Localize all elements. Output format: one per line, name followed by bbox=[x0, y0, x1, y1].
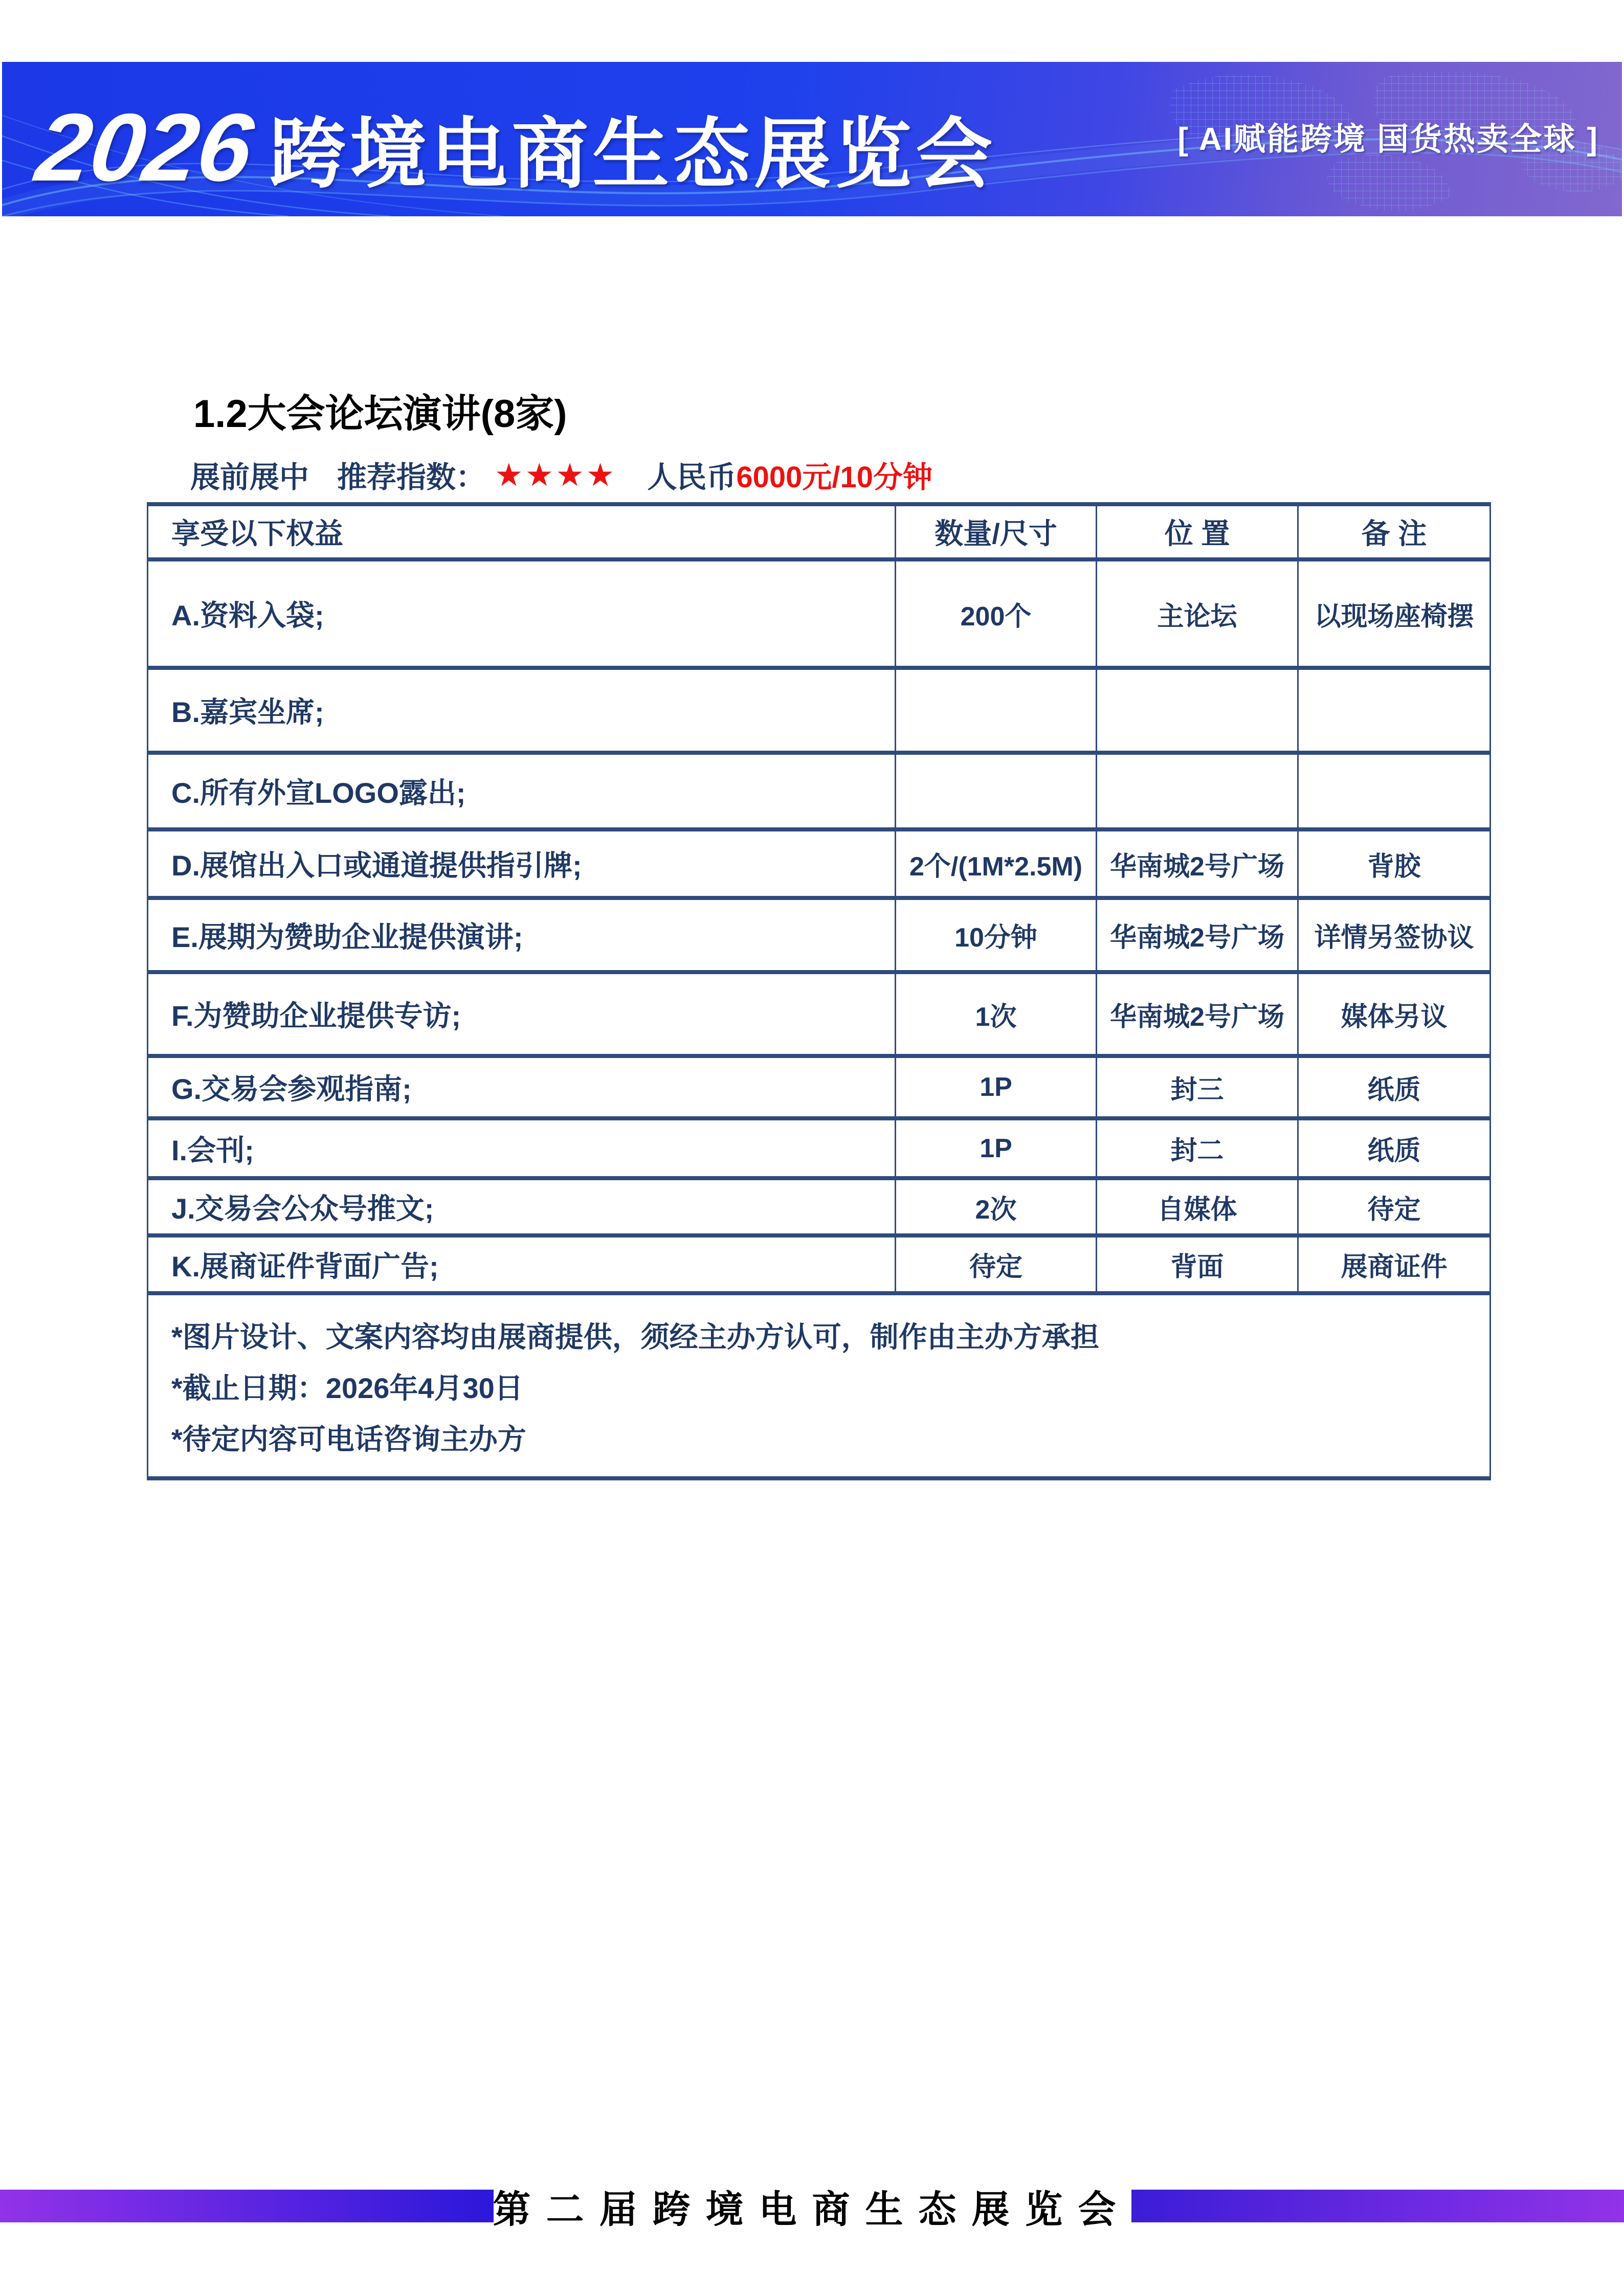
logo-title: 跨境电商生态展览会 bbox=[269, 111, 997, 197]
quantity-cell bbox=[896, 668, 1097, 753]
quantity-cell: 10分钟 bbox=[896, 898, 1097, 972]
location-cell: 自媒体 bbox=[1097, 1178, 1298, 1235]
benefit-cell: E.展期为赞助企业提供演讲; bbox=[148, 898, 896, 972]
table-row bbox=[148, 1235, 1490, 1293]
table-row bbox=[148, 1178, 1490, 1235]
benefits-table-notes bbox=[148, 1293, 1490, 1478]
table-row bbox=[148, 898, 1490, 972]
location-cell bbox=[1097, 753, 1298, 829]
note-cell: 背胶 bbox=[1298, 829, 1490, 898]
benefit-cell: K.展商证件背面广告; bbox=[148, 1235, 896, 1293]
footer-gradient-bar-right bbox=[1131, 2190, 1624, 2222]
quantity-cell: 200个 bbox=[896, 559, 1097, 668]
note-cell: 展商证件 bbox=[1298, 1235, 1490, 1293]
quantity-cell: 1P bbox=[896, 1056, 1097, 1118]
table-row bbox=[148, 1056, 1490, 1118]
table-note-line: *待定内容可电话咨询主办方 bbox=[171, 1423, 526, 1455]
table-row bbox=[148, 668, 1490, 753]
header-slogan: [ AI赋能跨境 国货热卖全球 ] bbox=[1177, 121, 1599, 157]
benefit-cell: A.资料入袋; bbox=[148, 559, 896, 668]
note-cell: 以现场座椅摆 bbox=[1298, 559, 1490, 668]
note-cell: 详情另签协议 bbox=[1298, 898, 1490, 972]
header-row bbox=[148, 504, 1490, 559]
event-logo bbox=[30, 92, 997, 202]
notes-cell bbox=[148, 1293, 1490, 1478]
table-row bbox=[148, 829, 1490, 898]
benefit-cell: J.交易会公众号推文; bbox=[148, 1178, 896, 1235]
benefits-table-header bbox=[148, 504, 1490, 559]
benefits-table-body bbox=[148, 559, 1490, 1293]
note-cell: 纸质 bbox=[1298, 1118, 1490, 1178]
location-cell: 封二 bbox=[1097, 1118, 1298, 1178]
location-cell: 主论坛 bbox=[1097, 559, 1298, 668]
quantity-cell bbox=[896, 753, 1097, 829]
benefit-cell: G.交易会参观指南; bbox=[148, 1056, 896, 1118]
section-title: 1.2大会论坛演讲(8家) bbox=[193, 392, 567, 436]
footer-title: 第二届跨境电商生态展览会 bbox=[493, 2188, 1131, 2231]
benefit-cell: D.展馆出入口或通道提供指引牌; bbox=[148, 829, 896, 898]
benefit-cell: B.嘉宾坐席; bbox=[148, 668, 896, 753]
location-cell: 华南城2号广场 bbox=[1097, 972, 1298, 1056]
column-header-location: 位 置 bbox=[1097, 504, 1298, 559]
note-cell bbox=[1298, 668, 1490, 753]
phase-label: 展前展中 bbox=[190, 461, 309, 494]
location-cell: 华南城2号广场 bbox=[1097, 898, 1298, 972]
benefit-cell: F.为赞助企业提供专访; bbox=[148, 972, 896, 1056]
rating-line bbox=[190, 453, 932, 496]
notes-row bbox=[148, 1293, 1490, 1478]
benefit-cell: C.所有外宣LOGO露出; bbox=[148, 753, 896, 829]
quantity-cell: 2个/(1M*2.5M) bbox=[896, 829, 1097, 898]
table-note-line: *图片设计、文案内容均由展商提供，须经主办方认可，制作由主办方承担 bbox=[171, 1321, 1099, 1353]
price-prefix: 人民币 bbox=[647, 461, 737, 494]
quantity-cell: 1P bbox=[896, 1118, 1097, 1178]
note-cell: 媒体另议 bbox=[1298, 972, 1490, 1056]
benefits-table bbox=[147, 502, 1491, 1480]
column-header-quantity: 数量/尺寸 bbox=[896, 504, 1097, 559]
table-note-line: *截止日期：2026年4月30日 bbox=[171, 1372, 523, 1404]
table-row bbox=[148, 1118, 1490, 1178]
logo-year: 2026 bbox=[30, 94, 259, 201]
location-cell: 封三 bbox=[1097, 1056, 1298, 1118]
quantity-cell: 待定 bbox=[896, 1235, 1097, 1293]
note-cell: 纸质 bbox=[1298, 1056, 1490, 1118]
location-cell bbox=[1097, 668, 1298, 753]
table-row bbox=[148, 753, 1490, 829]
location-cell: 华南城2号广场 bbox=[1097, 829, 1298, 898]
rating-label: 推荐指数： bbox=[337, 461, 486, 494]
price-value: 6000元/10分钟 bbox=[736, 461, 933, 494]
note-cell bbox=[1298, 753, 1490, 829]
header-banner bbox=[2, 62, 1622, 216]
table-row bbox=[148, 972, 1490, 1056]
benefit-cell: I.会刊; bbox=[148, 1118, 896, 1178]
column-header-note: 备 注 bbox=[1298, 504, 1490, 559]
quantity-cell: 1次 bbox=[896, 972, 1097, 1056]
star-rating: ★★★★ bbox=[495, 457, 617, 493]
note-cell: 待定 bbox=[1298, 1178, 1490, 1235]
quantity-cell: 2次 bbox=[896, 1178, 1097, 1235]
column-header-benefits: 享受以下权益 bbox=[148, 504, 896, 559]
table-row bbox=[148, 559, 1490, 668]
location-cell: 背面 bbox=[1097, 1235, 1298, 1293]
